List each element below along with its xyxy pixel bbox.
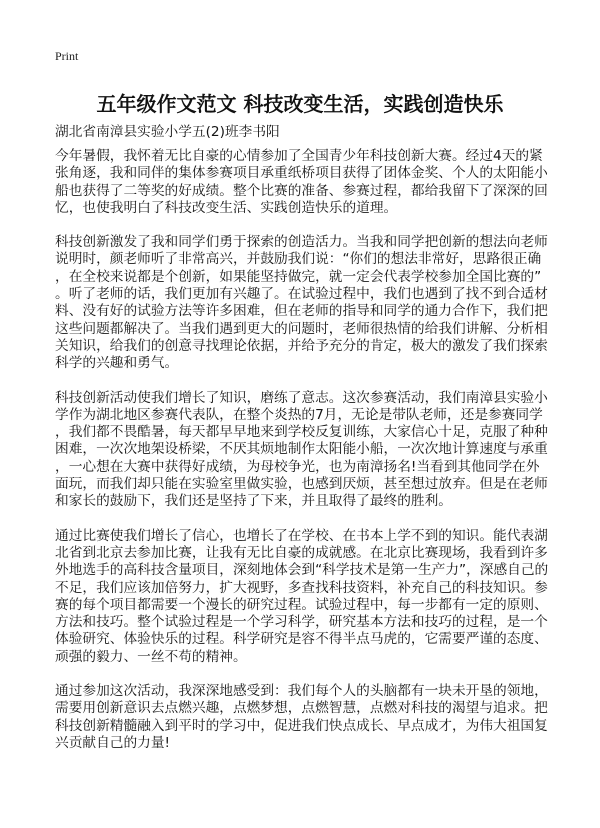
document-body xyxy=(55,148,555,769)
paragraph-line: 体验研究、体验快乐的过程。科学研究是容不得半点马虎的，它需要严谨的态度、 xyxy=(55,631,548,648)
paragraph xyxy=(55,683,555,752)
paragraph-line: 科技创新激发了我和同学们勇于探索的创造活力。当我和同学把创新的想法向老师 xyxy=(55,234,548,251)
paragraph-line: 料、没有好的试验方法等许多困难，但在老师的指导和同学的通力合作下，我们把 xyxy=(55,303,548,320)
paragraph-line: 说明时，颜老师听了非常高兴，并鼓励我们说：“你们的想法非常好，思路很正确 xyxy=(55,251,542,268)
paragraph xyxy=(55,528,555,666)
document-title: 五年级作文范文 科技改变生活，实践创造快乐 xyxy=(96,92,504,116)
paragraph-line: 北省到北京去参加比赛，让我有无比自豪的成就感。在北京比赛现场，我看到许多 xyxy=(55,544,548,561)
paragraph-line: 。听了老师的话，我们更加有兴趣了。在试验过程中，我们也遇到了找不到合适材 xyxy=(55,286,548,303)
paragraph-line: 面玩，而我们却只能在实验室里做实验，也感到厌烦，甚至想过放弃。但是在老师 xyxy=(55,476,548,493)
paragraph xyxy=(55,390,555,511)
paragraph-line: 这些问题都解决了。当我们遇到更大的问题时，老师很热情的给我们讲解、分析相 xyxy=(55,320,548,337)
paragraph-line: ，在全校来说都是个创新，如果能坚持做完，就一定会代表学校参加全国比赛的” xyxy=(55,268,542,285)
paragraph-line: 兴贡献自己的力量! xyxy=(55,734,170,751)
paragraph-line: 张角逐，我和同伴的集体参赛项目承重纸桥项目获得了团体金奖、个人的太阳能小 xyxy=(55,165,548,182)
paragraph xyxy=(55,148,555,217)
paragraph-line: 科学的兴趣和勇气。 xyxy=(55,355,179,372)
paragraph-line: 船也获得了二等奖的好成绩。整个比赛的准备、参赛过程，都给我留下了深深的回 xyxy=(55,182,548,199)
paragraph-line: 方法和技巧。整个试验过程是一个学习科学，研究基本方法和技巧的过程，是一个 xyxy=(55,614,548,631)
paragraph-line: ，我们都不畏酷暑，每天都早早地来到学校反复训练，大家信心十足，克服了种种 xyxy=(55,424,548,441)
paragraph-line: 通过参加这次活动，我深深地感受到：我们每个人的头脑都有一块未开垦的领地， xyxy=(55,683,548,700)
paragraph-line: 科技创新精髓融入到平时的学习中，促进我们快点成长、早点成才，为伟大祖国复 xyxy=(55,717,548,734)
paragraph-line: 不足，我们应该加倍努力，扩大视野，多查找科技资料，补充自己的科技知识。参 xyxy=(55,579,548,596)
paragraph-line: 需要用创新意识去点燃兴趣，点燃梦想，点燃智慧，点燃对科技的渴望与追求。把 xyxy=(55,700,548,717)
paragraph-line: 学作为湖北地区参赛代表队，在整个炎热的7月，无论是带队老师，还是参赛同学 xyxy=(55,406,543,423)
paragraph xyxy=(55,234,555,372)
paragraph-line: 科技创新活动使我们增长了知识，磨练了意志。这次参赛活动，我们南漳县实验小 xyxy=(55,389,548,406)
paragraph-line: 顽强的毅力、一丝不苟的精神。 xyxy=(55,648,247,665)
paragraph-line: 关知识，给我们的创意寻找理论依据，并给予充分的肯定，极大的激发了我们探索 xyxy=(55,337,548,354)
paragraph-line: 今年暑假，我怀着无比自豪的心情参加了全国青少年科技创新大赛。经过4天的紧 xyxy=(55,148,543,164)
paragraph-line: 赛的每个项目都需要一个漫长的研究过程。试验过程中，每一步都有一定的原则、 xyxy=(55,596,548,613)
paragraph-line: ，一心想在大赛中获得好成绩，为母校争光，也为南漳扬名!当看到其他同学在外 xyxy=(55,458,540,475)
author-line: 湖北省南漳县实验小学五(2)班李书阳 xyxy=(55,124,280,140)
paragraph-line: 困难，一次次地架设桥梁，不厌其烦地制作太阳能小船，一次次地计算速度与承重 xyxy=(55,441,548,458)
print-label: Print xyxy=(55,49,79,63)
paragraph-line: 通过比赛使我们增长了信心，也增长了在学校、在书本上学不到的知识。能代表湖 xyxy=(55,527,548,544)
paragraph-line: 和家长的鼓励下，我们还是坚持了下来，并且取得了最终的胜利。 xyxy=(55,493,452,510)
paragraph-line: 外地选手的高科技含量项目，深刻地体会到“科学技术是第一生产力”，深感自己的 xyxy=(55,562,549,579)
paragraph-line: 忆，也使我明白了科技改变生活、实践创造快乐的道理。 xyxy=(55,199,398,216)
